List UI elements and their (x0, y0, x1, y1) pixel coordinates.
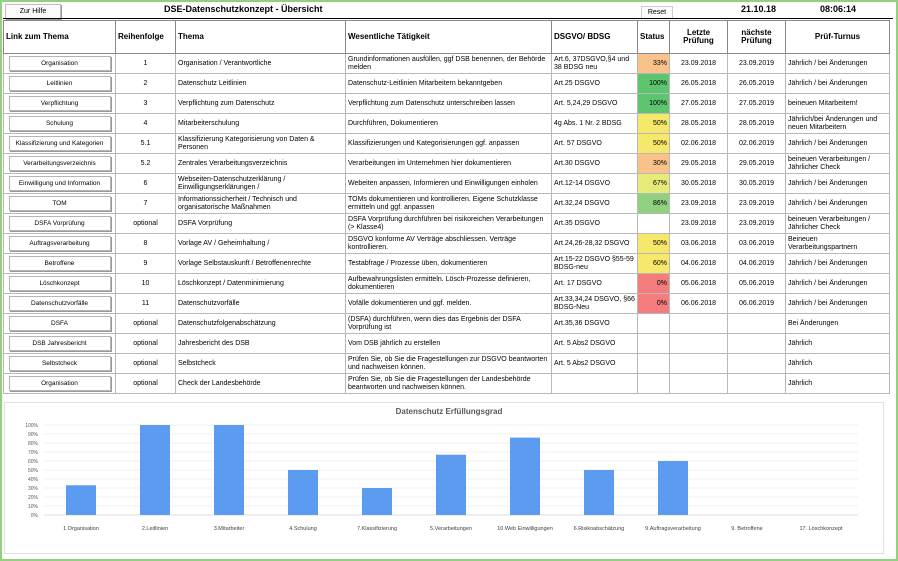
col-header-cycle: Prüf-Turnus (786, 21, 890, 54)
cycle-cell: beineuen Verarbeitungen / Jährlicher Check (786, 214, 890, 234)
activity-cell: DSGVO konforme AV Verträge abschliessen. Verträge kontrollieren. (346, 234, 552, 254)
topic-cell: Jahresbericht des DSB (176, 334, 346, 354)
law-cell: Art.25 DSGVO (552, 74, 638, 94)
table-row (4, 94, 890, 114)
table-header-row (4, 21, 890, 54)
cycle-cell: Jährlich / bei Änderungen (786, 254, 890, 274)
last-check-cell: 06.06.2018 (670, 294, 728, 314)
status-cell: 50% (638, 114, 670, 134)
next-check-cell: 27.05.2019 (728, 94, 786, 114)
status-cell (638, 354, 670, 374)
order-cell: 8 (116, 234, 176, 254)
col-header-topic: Thema (176, 21, 346, 54)
activity-cell: Grundinformationen ausfüllen, ggf DSB benennen, der Behörde melden (346, 54, 552, 74)
link-cell (4, 374, 116, 394)
x-tick-label: 3.Mitarbeiter (213, 526, 245, 532)
last-check-cell (670, 314, 728, 334)
next-check-cell: 05.06.2019 (728, 274, 786, 294)
y-tick-label: 60% (27, 459, 38, 465)
topic-link-button[interactable]: Einwilligung und Information (9, 176, 111, 191)
topic-link-button[interactable]: Schulung (9, 116, 111, 131)
topic-link-button[interactable]: Löschkonzept (9, 276, 111, 291)
table-row (4, 254, 890, 274)
status-cell (638, 214, 670, 234)
order-cell: optional (116, 214, 176, 234)
x-tick-label: 6.Risikoabschätzung (573, 526, 625, 532)
link-cell (4, 274, 116, 294)
y-tick-label: 90% (27, 432, 38, 438)
col-header-link: Link zum Thema (4, 21, 116, 54)
table-row (4, 134, 890, 154)
law-cell: 4g Abs. 1 Nr. 2 BDSG (552, 114, 638, 134)
law-cell: Art. 57 DSGVO (552, 134, 638, 154)
last-check-cell: 02.06.2018 (670, 134, 728, 154)
table-row (4, 314, 890, 334)
activity-cell: Datenschutz-Leitlinien Mitarbeitern bekanntgeben (346, 74, 552, 94)
table-row (4, 194, 890, 214)
order-cell: 11 (116, 294, 176, 314)
status-cell (638, 374, 670, 394)
cycle-cell: beineuen Verarbeitungen / Jährlicher Check (786, 154, 890, 174)
topic-link-button[interactable]: Datenschutzvorfälle (9, 296, 111, 311)
topic-cell: Datenschutz Leitlinien (176, 74, 346, 94)
topic-link-button[interactable]: Organisation (9, 376, 111, 391)
table-row (4, 54, 890, 74)
status-cell: 86% (638, 194, 670, 214)
help-button[interactable]: Zur Hilfe (5, 4, 61, 19)
order-cell: optional (116, 334, 176, 354)
last-check-cell: 03.06.2018 (670, 234, 728, 254)
cycle-cell: Jährlich (786, 354, 890, 374)
current-date: 21.10.18 (741, 4, 777, 14)
link-cell (4, 234, 116, 254)
last-check-cell: 26.05.2018 (670, 74, 728, 94)
table-row (4, 234, 890, 254)
activity-cell: DSFA Vorprüfung durchführen bei risikoreichen Verarbeitungen (> Klasse4) (346, 214, 552, 234)
col-header-next-check: nächste Prüfung (728, 21, 786, 54)
col-header-activity: Wesentliche Tätigkeit (346, 21, 552, 54)
status-cell: 67% (638, 174, 670, 194)
x-tick-label: 17. Löschkonzept (799, 526, 843, 532)
chart-area (4, 402, 884, 554)
law-cell: Art.30 DSGVO (552, 154, 638, 174)
table-row (4, 274, 890, 294)
order-cell: 9 (116, 254, 176, 274)
law-cell: Art.32,24 DSGVO (552, 194, 638, 214)
next-check-cell (728, 354, 786, 374)
cycle-cell: beineuen Mitarbeitern! (786, 94, 890, 114)
topic-cell: Datenschutzvorfälle (176, 294, 346, 314)
x-tick-label: 9. Betroffene (731, 526, 763, 532)
law-cell: Art. 5,24,29 DSGVO (552, 94, 638, 114)
cycle-cell: Jährlich/bei Änderungen und neuen Mitarbeitern (786, 114, 890, 134)
link-cell (4, 354, 116, 374)
y-tick-label: 80% (27, 441, 38, 447)
activity-cell: Webeiten anpassen, Informieren und Einwilligungen einholen (346, 174, 552, 194)
order-cell: optional (116, 374, 176, 394)
last-check-cell: 23.09.2018 (670, 194, 728, 214)
topic-link-button[interactable]: DSFA Vorprüfung (9, 216, 111, 231)
y-tick-label: 10% (27, 504, 38, 510)
reset-button[interactable]: Reset (641, 6, 673, 19)
table-row (4, 334, 890, 354)
activity-cell: Vofälle dokumentieren und ggf. melden. (346, 294, 552, 314)
table-row (4, 174, 890, 194)
activity-cell: Durchführen, Dokumentieren (346, 114, 552, 134)
status-cell: 30% (638, 154, 670, 174)
link-cell (4, 334, 116, 354)
topic-cell: Informationssicherheit / Technisch und organisatorische Maßnahmen (176, 194, 346, 214)
topic-link-button[interactable]: Betroffene (9, 256, 111, 271)
topic-cell: Mitarbeiterschulung (176, 114, 346, 134)
law-cell: Art.12-14 DSGVO (552, 174, 638, 194)
order-cell: 2 (116, 74, 176, 94)
last-check-cell (670, 354, 728, 374)
current-time: 08:06:14 (820, 4, 857, 14)
next-check-cell (728, 334, 786, 354)
next-check-cell: 26.05.2019 (728, 74, 786, 94)
link-cell (4, 74, 116, 94)
table-row (4, 114, 890, 134)
cycle-cell: Jährlich (786, 334, 890, 354)
topic-link-button[interactable]: DSFA (9, 316, 111, 331)
cycle-cell: Jährlich / bei Änderungen (786, 54, 890, 74)
link-cell (4, 254, 116, 274)
y-tick-label: 100% (25, 423, 38, 429)
activity-cell: Verarbeitungen im Unternehmen hier dokumentieren (346, 154, 552, 174)
activity-cell: Prüfen Sie, ob Sie die Fragestellungen der Landesbehörde beantworten und nachweisen können. (346, 374, 552, 394)
table-row (4, 374, 890, 394)
law-cell: Art.33,34,24 DSGVO, §66 BDSG-Neu (552, 294, 638, 314)
last-check-cell: 04.06.2018 (670, 254, 728, 274)
status-cell: 0% (638, 274, 670, 294)
activity-cell: Aufbewahrungslisten ermitteln. Lösch-Prozesse definieren, dokumentieren (346, 274, 552, 294)
cycle-cell: Jährlich (786, 374, 890, 394)
x-tick-label: 4.Schulung (289, 526, 317, 532)
link-cell (4, 134, 116, 154)
order-cell: optional (116, 314, 176, 334)
law-cell: Art.15-22 DSGVO §55-59 BDSG-neu (552, 254, 638, 274)
header-divider (3, 18, 893, 19)
topic-cell: Vorlage AV / Geheimhaltung / (176, 234, 346, 254)
y-tick-label: 40% (27, 477, 38, 483)
law-cell: Art. 17 DSGVO (552, 274, 638, 294)
activity-cell: TOMs dokumentieren und kontrollieren. Eigene Schutzklasse ermitteln und ggf. anpassen (346, 194, 552, 214)
page-title: DSE-Datenschutzkonzept - Übersicht (164, 4, 323, 14)
status-cell: 100% (638, 74, 670, 94)
next-check-cell: 30.05.2019 (728, 174, 786, 194)
topic-cell: DSFA Vorprüfung (176, 214, 346, 234)
y-tick-label: 50% (27, 468, 38, 474)
topic-cell: Zentrales Verarbeitungsverzeichnis (176, 154, 346, 174)
cycle-cell: Jährlich / bei Änderungen (786, 194, 890, 214)
next-check-cell: 23.09.2019 (728, 194, 786, 214)
order-cell: 5.2 (116, 154, 176, 174)
y-tick-label: 70% (27, 450, 38, 456)
law-cell: Art.35 DSGVO (552, 214, 638, 234)
law-cell: Art.24,26-28,32 DSGVO (552, 234, 638, 254)
next-check-cell: 06.06.2019 (728, 294, 786, 314)
col-header-last-check: Letzte Prüfung (670, 21, 728, 54)
next-check-cell (728, 314, 786, 334)
link-cell (4, 314, 116, 334)
link-cell (4, 294, 116, 314)
cycle-cell: Jährlich / bei Änderungen (786, 174, 890, 194)
activity-cell: Prüfen Sie, ob Sie die Fragestellungen zur DSGVO beantworten und nachweisen können. (346, 354, 552, 374)
x-tick-label: 10.Web Einwilligungen (497, 526, 553, 532)
activity-cell: Klassifizierungen und Kategorisierungen ggf. anpassen (346, 134, 552, 154)
last-check-cell: 27.05.2018 (670, 94, 728, 114)
status-cell: 100% (638, 94, 670, 114)
next-check-cell: 29.05.2019 (728, 154, 786, 174)
status-cell: 60% (638, 254, 670, 274)
link-cell (4, 174, 116, 194)
cycle-cell: Jährlich / bei Änderungen (786, 294, 890, 314)
order-cell: 5.1 (116, 134, 176, 154)
x-tick-label: 1.Organisation (63, 526, 99, 532)
table-row (4, 214, 890, 234)
law-cell: Art. 5 Abs2 DSGVO (552, 354, 638, 374)
cycle-cell: Jährlich / bei Änderungen (786, 274, 890, 294)
last-check-cell: 28.05.2018 (670, 114, 728, 134)
topic-link-button[interactable]: Verarbeitungsverzeichnis (9, 156, 111, 171)
col-header-status: Status (638, 21, 670, 54)
table-row (4, 354, 890, 374)
order-cell: 1 (116, 54, 176, 74)
status-cell: 33% (638, 54, 670, 74)
cycle-cell: Jährlich / bei Änderungen (786, 134, 890, 154)
link-cell (4, 114, 116, 134)
status-cell: 0% (638, 294, 670, 314)
last-check-cell: 05.06.2018 (670, 274, 728, 294)
law-cell: Art.35,36 DSGVO (552, 314, 638, 334)
table-row (4, 74, 890, 94)
x-tick-label: 7.Klassifizierung (356, 526, 398, 532)
col-header-law: DSGVO/ BDSG (552, 21, 638, 54)
status-cell (638, 334, 670, 354)
link-cell (4, 194, 116, 214)
activity-cell: Vom DSB jährlich zu erstellen (346, 334, 552, 354)
topic-link-button[interactable]: TOM (9, 196, 111, 211)
topic-link-button[interactable]: Verpflichtung (9, 96, 111, 111)
last-check-cell: 23.09.2018 (670, 54, 728, 74)
topic-cell: Organisation / Verantwortliche (176, 54, 346, 74)
y-tick-label: 0% (30, 513, 38, 519)
last-check-cell: 30.05.2018 (670, 174, 728, 194)
topic-link-button[interactable]: Selbstcheck (9, 356, 111, 371)
topic-link-button[interactable]: Auftragsverarbeitung (9, 236, 111, 251)
status-cell: 50% (638, 234, 670, 254)
topic-link-button[interactable]: Klassifizierung und Kategorien (9, 136, 111, 151)
next-check-cell: 02.06.2019 (728, 134, 786, 154)
order-cell: 10 (116, 274, 176, 294)
link-cell (4, 214, 116, 234)
topic-cell: Klassifizierung Kategorisierung von Daten & Personen (176, 134, 346, 154)
last-check-cell (670, 334, 728, 354)
table-row (4, 294, 890, 314)
y-tick-label: 30% (27, 486, 38, 492)
topic-cell: Vorlage Selbstauskunft / Betroffenenrechte (176, 254, 346, 274)
overview-table (3, 20, 890, 394)
topic-link-button[interactable]: Leitlinien (9, 76, 111, 91)
x-tick-label: 5.Verarbeitungen (430, 526, 472, 532)
law-cell: Art.6, 37DSGVO,§4 und 38 BDSG neu (552, 54, 638, 74)
topic-cell: Datenschutzfolgenabschätzung (176, 314, 346, 334)
col-header-order: Reihenfolge (116, 21, 176, 54)
link-cell (4, 54, 116, 74)
topic-cell: Löschkonzept / Datenminimierung (176, 274, 346, 294)
topic-link-button[interactable]: Organisation (9, 56, 111, 71)
law-cell: Art. 5 Abs2 DSGVO (552, 334, 638, 354)
next-check-cell (728, 374, 786, 394)
y-tick-label: 20% (27, 495, 38, 501)
order-cell: 3 (116, 94, 176, 114)
last-check-cell (670, 374, 728, 394)
activity-cell: (DSFA) durchführen, wenn dies das Ergebnis der DSFA Vorprüfung ist (346, 314, 552, 334)
topic-cell: Selbstcheck (176, 354, 346, 374)
order-cell: 4 (116, 114, 176, 134)
order-cell: optional (116, 354, 176, 374)
cycle-cell: Bei Änderungen (786, 314, 890, 334)
cycle-cell: Beineuen Verarbeitungspartnern (786, 234, 890, 254)
link-cell (4, 154, 116, 174)
topic-cell: Verpflichtung zum Datenschutz (176, 94, 346, 114)
order-cell: 7 (116, 194, 176, 214)
x-tick-label: 2.Leitlinien (141, 526, 169, 532)
last-check-cell: 29.05.2018 (670, 154, 728, 174)
next-check-cell: 04.06.2019 (728, 254, 786, 274)
link-cell (4, 94, 116, 114)
law-cell (552, 374, 638, 394)
next-check-cell: 28.05.2019 (728, 114, 786, 134)
activity-cell: Testabfrage / Prozesse üben, dokumentieren (346, 254, 552, 274)
last-check-cell: 23.09.2018 (670, 214, 728, 234)
chart-title: Datenschutz Erfüllungsgrad (395, 407, 503, 416)
x-tick-label: 9.Auftragsverarbeitung (645, 526, 701, 532)
cycle-cell: Jährlich / bei Änderungen (786, 74, 890, 94)
table-row (4, 154, 890, 174)
next-check-cell: 03.06.2019 (728, 234, 786, 254)
activity-cell: Verpflichtung zum Datenschutz unterschreiben lassen (346, 94, 552, 114)
next-check-cell: 23.09.2019 (728, 214, 786, 234)
status-cell (638, 314, 670, 334)
topic-cell: Check der Landesbehörde (176, 374, 346, 394)
next-check-cell: 23.09.2019 (728, 54, 786, 74)
order-cell: 6 (116, 174, 176, 194)
status-cell: 50% (638, 134, 670, 154)
topic-link-button[interactable]: DSB Jahresbericht (9, 336, 111, 351)
topic-cell: Webseiten-Datenschutzerklärung / Einwilligungserklärungen / (176, 174, 346, 194)
